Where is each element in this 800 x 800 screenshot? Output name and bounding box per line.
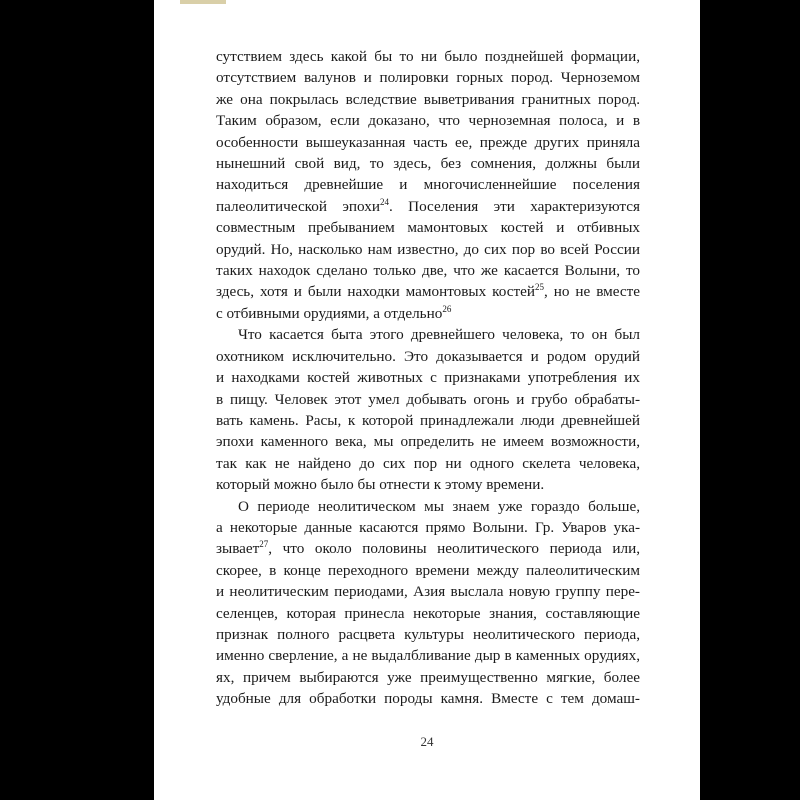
text-fragment: с отбивными орудиями, а отдельно: [216, 304, 443, 322]
text-line: орудий. Но, насколько нам известно, до сих пор во всей России: [216, 240, 640, 258]
text-line: отсутствием валунов и полировки горных пород. Черноземом: [216, 69, 640, 87]
right-black-margin: [700, 0, 800, 800]
text-line: селенцев, которая принесла некоторые знания, составляющие: [216, 604, 640, 622]
bookmark-tab: [180, 0, 226, 4]
text-fragment: палеолитической эпохи: [216, 197, 380, 215]
text-line: Что касается быта этого древнейшего человека, то он был: [238, 326, 640, 344]
text-line: и неолитическим периодами, Азия выслала новую группу пере-: [216, 583, 640, 601]
text-line: находиться древнейшие и многочисленнейшие поселения: [216, 176, 640, 194]
text-line: в пищу. Человек этот умел добывать огонь и грубо обрабаты-: [216, 390, 640, 408]
text-line: эпохи каменного века, мы определить не имеем возможности,: [216, 433, 640, 451]
text-line: таких находок сделано только две, что же касается Волыни, то: [216, 262, 640, 280]
page-number: 24: [420, 734, 434, 749]
text-fragment: , что около половины неолитического периода или,: [268, 540, 640, 558]
footnote-marker: 27: [259, 539, 269, 550]
text-fragment: , но не вместе: [544, 283, 640, 301]
text-line: удобные для обработки породы камня. Вместе с тем домаш-: [216, 690, 640, 708]
text-line: скорее, в конце переходного времени между палеолитическим: [216, 561, 640, 579]
left-black-margin: [0, 0, 154, 800]
text-fragment: зывает: [216, 540, 260, 558]
text-line: а некоторые данные касаются прямо Волыни. Гр. Уваров ука-: [216, 518, 640, 536]
footnote-marker: 25: [535, 282, 544, 293]
text-line: именно сверление, а не выдалбливание дыр в каменных орудиях,: [216, 647, 640, 665]
text-line: сутствием здесь какой бы то ни было позднейшей формации,: [216, 48, 640, 65]
text-line: так как не найдено до сих пор ни одного скелета человека,: [216, 454, 640, 472]
text-line: же она покрылась вследствие выветривания гранитных пород.: [216, 90, 640, 108]
body-text: [216, 46, 640, 710]
text-line: нынешний свой вид, то здесь, без сомнения, должны были: [216, 155, 640, 173]
footnote-marker: 24: [379, 196, 389, 207]
text-line: Таким образом, если доказано, что черноземная полоса, и в: [216, 112, 640, 130]
text-line: О периоде неолитическом мы знаем уже гораздо больше,: [238, 497, 640, 515]
text-line: [216, 538, 640, 559]
text-line: который можно было бы отнести к этому времени.: [216, 476, 545, 494]
text-line: особенности вышеуказанная часть ее, прежде других приняла: [216, 133, 640, 151]
text-fragment: здесь, хотя и были находки мамонтовых костей: [216, 283, 535, 301]
text-line: вать камень. Расы, к которой принадлежали люди древнейшей: [216, 411, 640, 429]
text-line: [216, 303, 640, 324]
book-page: [154, 0, 700, 800]
text-line: ях, причем выбираются уже преимущественно мягкие, более: [216, 668, 640, 686]
text-line: и находками костей животных с признаками употребления их: [216, 369, 640, 387]
text-line: совместным пребыванием мамонтовых костей и отбивных: [216, 219, 640, 237]
text-line: [216, 281, 640, 302]
text-line: [216, 196, 640, 217]
text-fragment: . Поселения эти характеризуются: [388, 197, 640, 215]
text-line: признак полного расцвета культуры неолитического периода,: [216, 625, 640, 643]
footnote-marker: 26: [442, 303, 452, 314]
text-line: охотником исключительно. Это доказывается и родом орудий: [216, 347, 640, 365]
